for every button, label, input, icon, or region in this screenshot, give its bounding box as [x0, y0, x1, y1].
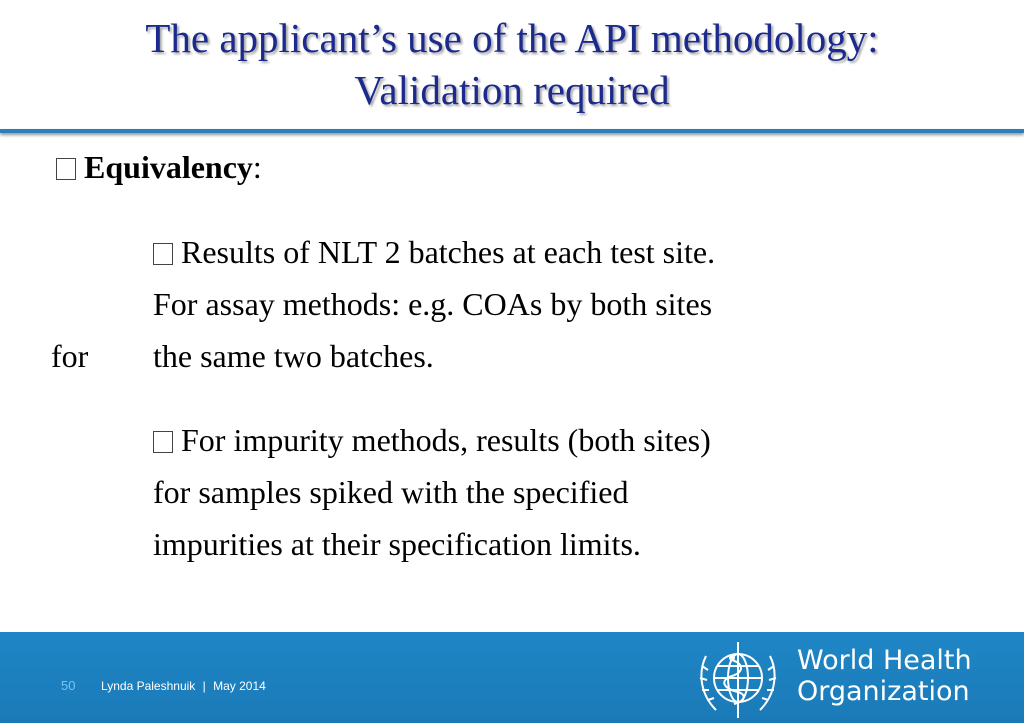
batches-text-line-3: the same two batches. [153, 338, 434, 374]
who-wordmark-line-1: World Health [797, 645, 972, 676]
impurity-text-line-2: for samples spiked with the specified [153, 474, 629, 510]
slide-title [0, 12, 1024, 116]
bullet-box-icon [153, 431, 173, 453]
footer-date: May 2014 [213, 679, 266, 693]
who-emblem-icon [692, 638, 784, 722]
slide-title-line-1: The applicant’s use of the API methodology: [145, 15, 879, 61]
equivalency-heading: Equivalency [84, 149, 253, 185]
footer-separator: | [202, 679, 206, 693]
bullet-box-icon [153, 243, 173, 265]
batches-text-for: for [51, 338, 89, 374]
who-wordmark [797, 645, 972, 707]
who-wordmark-line-2: Organization [797, 676, 970, 707]
bullet-box-icon [56, 158, 76, 180]
sub-bullet-impurity [153, 414, 711, 466]
batches-text-line-2: For assay methods: e.g. COAs by both sites [153, 286, 713, 322]
footer-credit [101, 679, 266, 693]
impurity-text-line-3: impurities at their specification limits. [153, 526, 641, 562]
batches-text-line-1: Results of NLT 2 batches at each test site. [181, 234, 716, 270]
title-divider [0, 129, 1024, 133]
equivalency-colon: : [252, 149, 262, 185]
bullet-equivalency [56, 141, 262, 193]
slide-title-line-2: Validation required [354, 67, 670, 113]
sub-bullet-batches [153, 226, 715, 278]
impurity-text-line-1: For impurity methods, results (both sites) [181, 422, 711, 458]
footer-author: Lynda Paleshnuik [101, 679, 196, 693]
page-number: 50 [61, 678, 76, 693]
